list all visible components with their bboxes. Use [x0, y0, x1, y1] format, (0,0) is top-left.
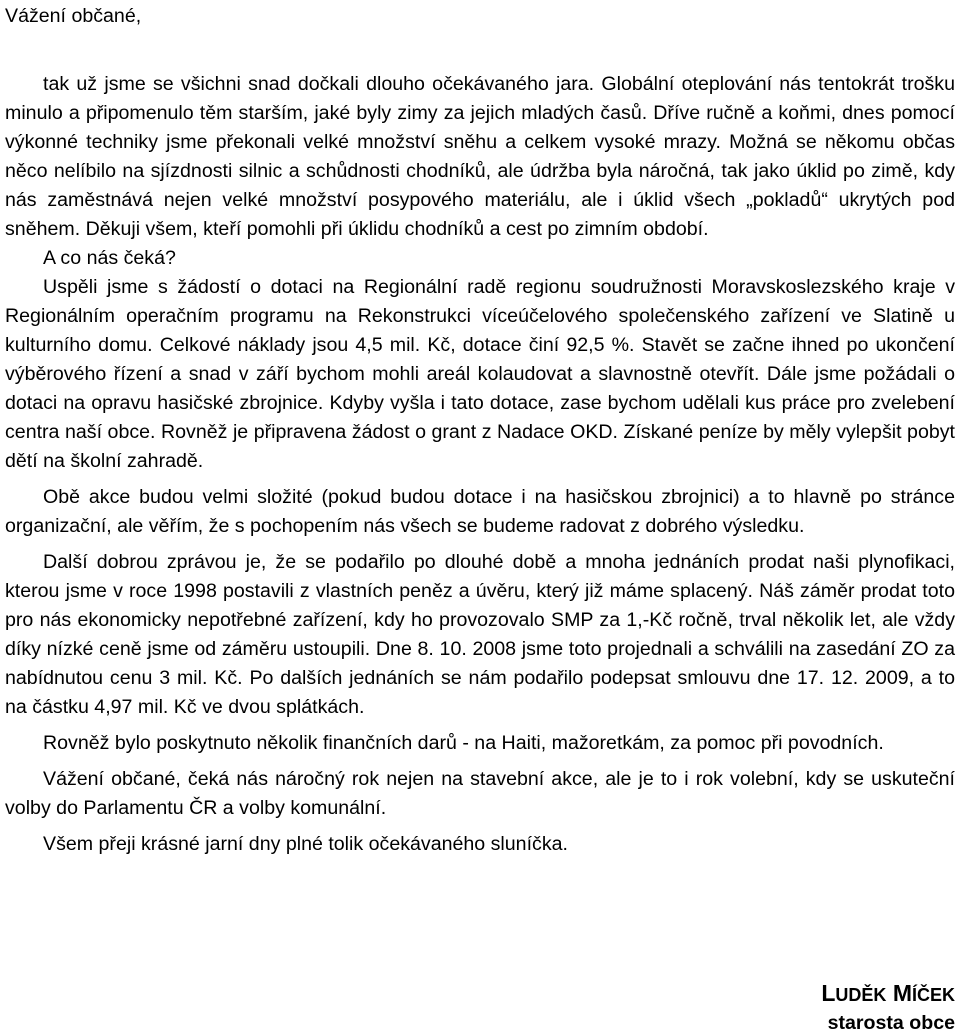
- signature-first-rest: UDĚK: [835, 985, 887, 1005]
- paragraph-winter: tak už jsme se všichni snad dočkali dlouho očekávaného jara. Globální oteplování nás tentokrát trošku minulo a připomenulo těm starším, jaké byly zimy za jejich mladých časů. Dříve ručně a koňmi, dnes pomocí výkonné techniky jsme překonali velké množství sněhu a celkem vysoké mrazy. Možná se někomu občas něco nelíbilo na sjízdnosti silnic a schůdnosti chodníků, ale údržba byla náročná, tak jako úklid po zimě, kdy nás zaměstnává nejen velké množství posypového materiálu, ale i úklid všech „pokladů“ ukrytých pod sněhem. Děkuji všem, kteří pomohli při úklidu chodníků a cest po zimním období.: [5, 73, 955, 240]
- paragraph-elections: Vážení občané, čeká nás náročný rok nejen na stavební akce, ale je to i rok volební, kdy se uskuteční volby do Parlamentu ČR a volby komunální.: [5, 768, 955, 819]
- signature-last-rest: ÍČEK: [911, 985, 955, 1005]
- paragraph-subsidy: Uspěli jsme s žádostí o dotaci na Regionální radě regionu soudružnosti Moravskoslezského kraje v Regionálním operačním programu na Rekonstrukci víceúčelového společenského zařízení ve Slatině u kulturního domu. Celkové náklady jsou 4,5 mil. Kč, dotace činí 92,5 %. Stavět se začne ihned po ukončení výběrového řízení a snad v září bychom mohli areál kolaudovat a slavnostně otevřít. Dále jsme požádali o dotaci na opravu hasičské zbrojnice. Kdyby vyšla i tato dotace, zase bychom udělali kus práce pro zvelebení centra naší obce. Rovněž je připravena žádost o grant z Nadace OKD. Získané peníze by měly vylepšit pobyt dětí na školní zahradě.: [5, 276, 955, 472]
- letter-body: [5, 70, 955, 859]
- signature-last-initial: M: [892, 980, 912, 1006]
- signature-block: [821, 977, 955, 1035]
- paragraph-question: A co nás čeká?: [43, 247, 176, 269]
- paragraph-organization: Obě akce budou velmi složité (pokud budou dotace i na hasičskou zbrojnici) a to hlavně po stránce organizační, ale věřím, že s pochopením nás všech se budeme radovat z dobrého výsledku.: [5, 486, 955, 537]
- paragraph-donations: Rovněž bylo poskytnuto několik finančních darů - na Haiti, mažoretkám, za pomoc při povodních.: [43, 732, 884, 754]
- signature-first-initial: L: [821, 980, 836, 1006]
- letter-greeting: Vážení občané,: [5, 5, 142, 27]
- signature-role: starosta obce: [827, 1012, 955, 1034]
- signature-name: [821, 977, 955, 1011]
- paragraph-wishes: Všem přeji krásné jarní dny plné tolik očekávaného sluníčka.: [43, 833, 568, 855]
- paragraph-gas-sale: Další dobrou zprávou je, že se podařilo po dlouhé době a mnoha jednáních prodat naši plynofikaci, kterou jsme v roce 1998 postavili z vlastních peněz a úvěru, který již máme splacený. Náš záměr prodat toto pro nás ekonomicky nepotřebné zařízení, kdy ho provozovalo SMP za 1,-Kč ročně, trval několik let, ale vždy díky nízké ceně jsme od záměru ustoupili. Dne 8. 10. 2008 jsme toto projednali a schválili na zasedání ZO za nabídnutou cenu 3 mil. Kč. Po dalších jednáních se nám podařilo podepsat smlouvu dne 17. 12. 2009, a to na částku 4,97 mil. Kč ve dvou splátkách.: [5, 551, 955, 718]
